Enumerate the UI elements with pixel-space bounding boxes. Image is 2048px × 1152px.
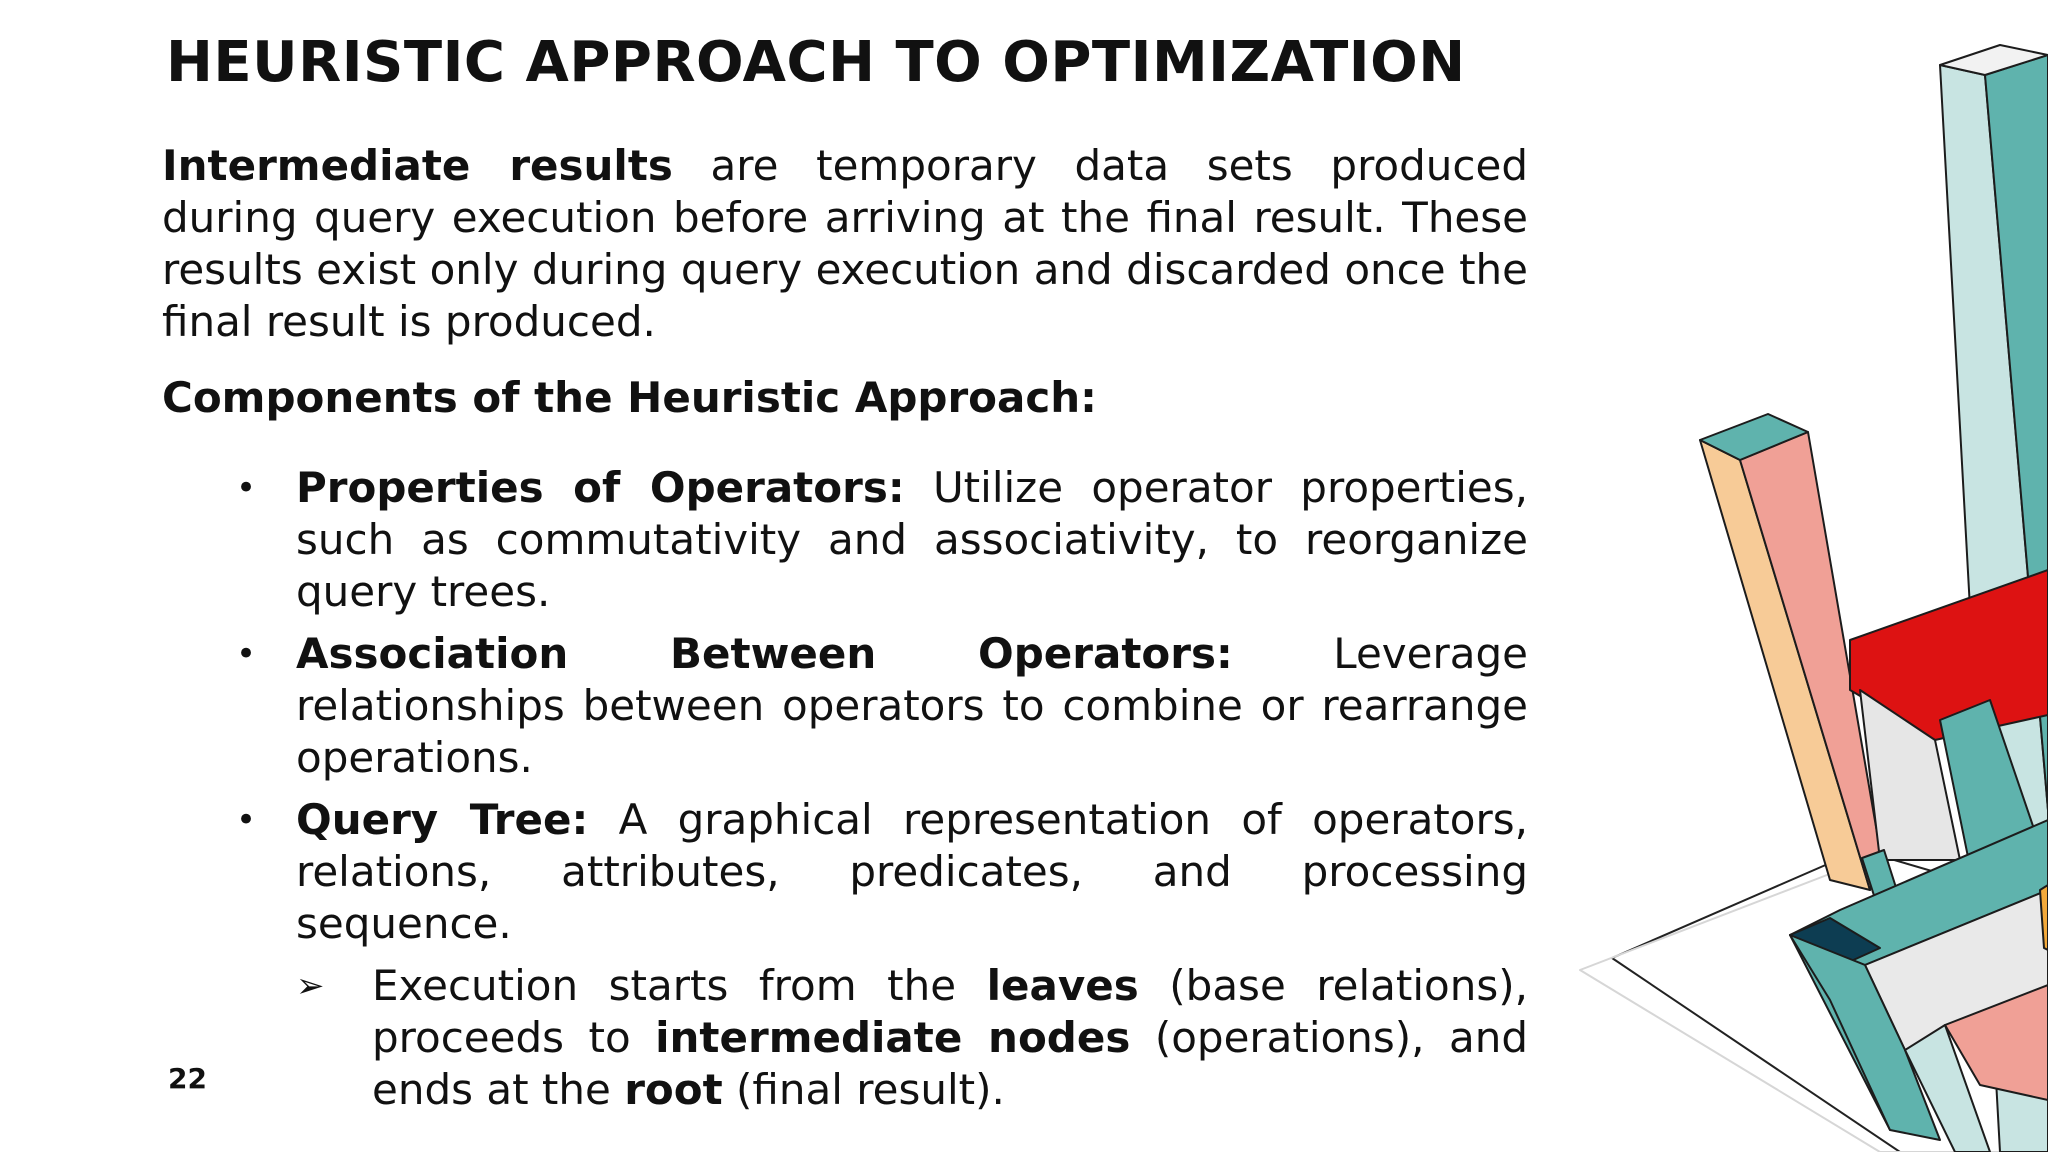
list-item: [162, 628, 1528, 784]
bullet-term: Query Tree:: [296, 795, 589, 844]
sub-text: (final result).: [722, 1065, 1005, 1114]
sub-list: [296, 960, 1528, 1116]
bullet-dot-icon: •: [236, 800, 257, 840]
sub-term-leaves: leaves: [986, 961, 1139, 1010]
page-number: 22: [168, 1062, 207, 1095]
list-item: [162, 794, 1528, 1116]
arrow-bullet-icon: ➢: [296, 966, 325, 1006]
components-list: [162, 462, 1528, 1116]
components-heading: Components of the Heuristic Approach:: [162, 373, 1097, 422]
list-item: [162, 462, 1528, 618]
bullet-text: Utilize operator properties, such as commutativity and associativity, to reorganize query trees.: [296, 463, 1528, 616]
bullet-dot-icon: •: [236, 634, 257, 674]
sub-text: Execution starts from the: [372, 961, 987, 1010]
decorative-blocks-illustration: [1560, 0, 2048, 1152]
sub-text: (operations), and ends at the: [372, 1013, 1528, 1114]
slide-title: HEURISTIC APPROACH TO OPTIMIZATION: [166, 30, 1466, 95]
sub-list-item: [296, 960, 1528, 1116]
intro-paragraph: [162, 140, 1528, 348]
intro-text: are temporary data sets produced during query execution before arriving at the final result. These results exist only during query execution and discarded once the final result is produced.: [162, 141, 1528, 346]
bullet-term: Properties of Operators:: [296, 463, 905, 512]
bullet-term: Association Between Operators:: [296, 629, 1233, 678]
bullet-text: Leverage relationships between operators to combine or rearrange operations.: [296, 629, 1528, 782]
intro-lead: Intermediate results: [162, 141, 673, 190]
sub-term-intermediate-nodes: intermediate nodes: [655, 1013, 1131, 1062]
sub-term-root: root: [624, 1065, 723, 1114]
sub-text: (base relations), proceeds to: [372, 961, 1528, 1062]
slide-content: [162, 140, 1528, 1126]
bullet-dot-icon: •: [236, 468, 257, 508]
bullet-text: A graphical representation of operators, relations, attributes, predicates, and processing sequence.: [296, 795, 1528, 948]
